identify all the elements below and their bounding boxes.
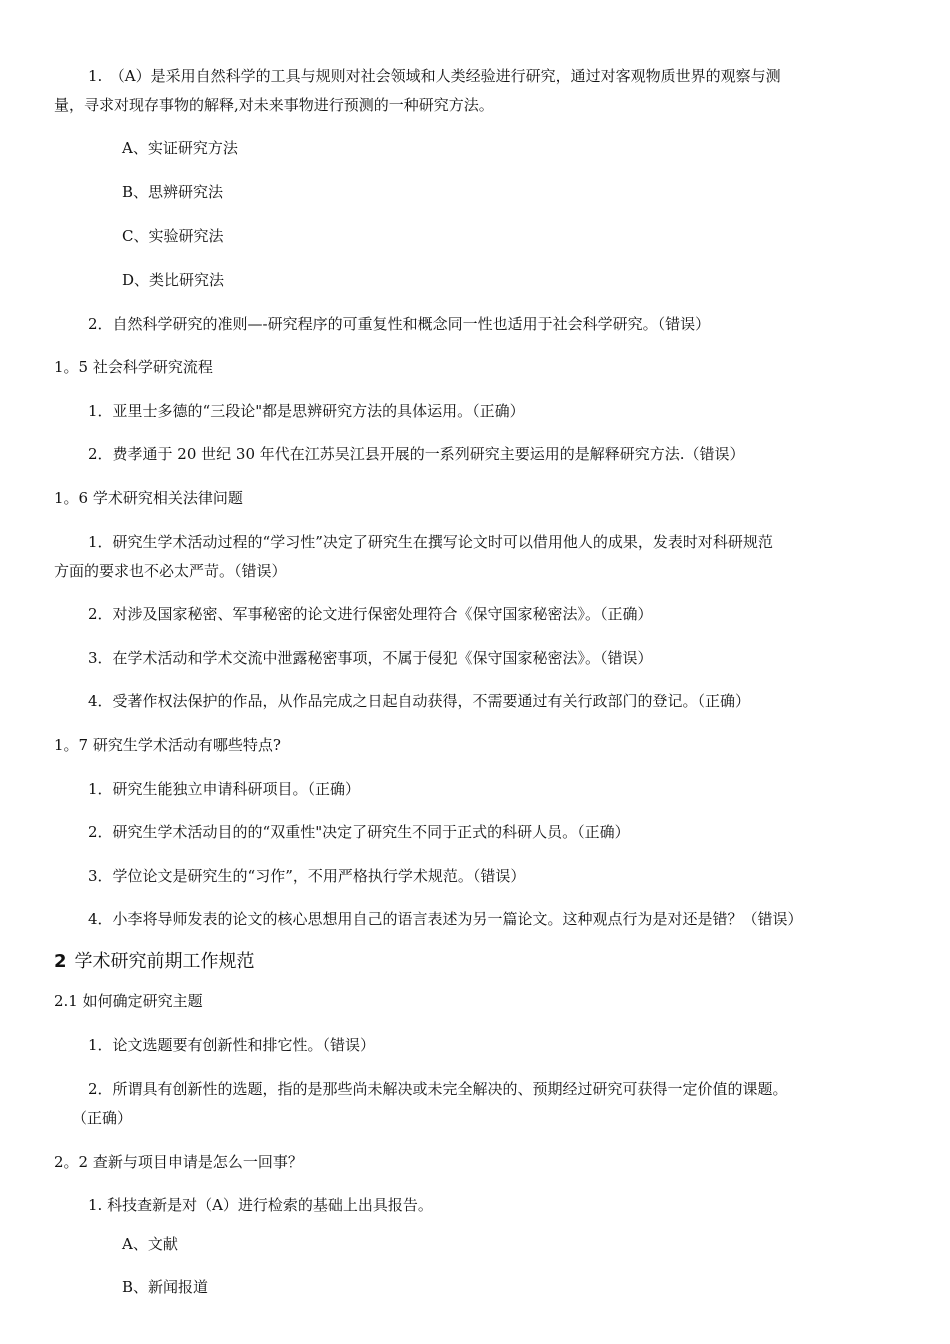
option-d: D、类比研究法	[122, 271, 225, 289]
question-text: 3．在学术活动和学术交流中泄露秘密事项，不属于侵犯《保守国家秘密法》。（错误）	[88, 649, 653, 667]
question-text-continued: （正确）	[72, 1109, 133, 1127]
section-title: 2.1 如何确定研究主题	[54, 992, 203, 1010]
question-text: 4．小李将导师发表的论文的核心思想用自己的语言表述为另一篇论文。这种观点行为是对还是错？（错误）	[88, 910, 803, 928]
section-title: 1。5 社会科学研究流程	[54, 358, 213, 376]
option-b: B、思辨研究法	[122, 183, 224, 201]
question-text: 3．学位论文是研究生的“习作”，不用严格执行学术规范。（错误）	[88, 867, 526, 885]
question-text-continued: 方面的要求也不必太严苛。（错误）	[54, 562, 287, 580]
question-text: 1．研究生能独立申请科研项目。（正确）	[88, 780, 361, 798]
question-text: 2．自然科学研究的准则—-研究程序的可重复性和概念同一性也适用于社会科学研究。（错误）	[88, 315, 711, 333]
section-title: 1。6 学术研究相关法律问题	[54, 489, 243, 507]
question-text: 2．对涉及国家秘密、军事秘密的论文进行保密处理符合《保守国家秘密法》。（正确）	[88, 605, 653, 623]
option-a: A、实证研究方法	[122, 139, 238, 157]
question-text: 1. （A）是采用自然科学的工具与规则对社会领域和人类经验进行研究，通过对客观物质世界的观察与测	[88, 67, 781, 85]
chapter-heading	[54, 952, 255, 972]
question-text-continued: 量，寻求对现存事物的解释,对未来事物进行预测的一种研究方法。	[54, 96, 494, 114]
question-text: 2．研究生学术活动目的的“双重性"决定了研究生不同于正式的科研人员。（正确）	[88, 823, 630, 841]
option-a: A、文献	[122, 1235, 178, 1253]
question-text: 2．所谓具有创新性的选题，指的是那些尚未解决或未完全解决的、预期经过研究可获得一定价值的课题。	[88, 1080, 788, 1098]
question-text: 1. 科技查新是对（A）进行检索的基础上出具报告。	[88, 1196, 433, 1214]
section-title: 2。2 查新与项目申请是怎么一回事？	[54, 1153, 303, 1171]
option-b: B、新闻报道	[122, 1278, 209, 1296]
question-text: 1．研究生学术活动过程的“学习性”决定了研究生在撰写论文时可以借用他人的成果，发表时对科研规范	[88, 533, 773, 551]
chapter-number: 2	[54, 951, 67, 972]
question-text: 2．费孝通于 20 世纪 30 年代在江苏吴江县开展的一系列研究主要运用的是解释研究方法.（错误）	[88, 445, 745, 463]
chapter-title: 学术研究前期工作规范	[74, 951, 255, 972]
question-text: 1．论文选题要有创新性和排它性。（错误）	[88, 1036, 376, 1054]
option-c: C、实验研究法	[122, 227, 224, 245]
section-title: 1。7 研究生学术活动有哪些特点?	[54, 736, 281, 754]
question-text: 1．亚里士多德的“三段论"都是思辨研究方法的具体运用。（正确）	[88, 402, 525, 420]
question-text: 4．受著作权法保护的作品，从作品完成之日起自动获得，不需要通过有关行政部门的登记。（正确）	[88, 692, 751, 710]
